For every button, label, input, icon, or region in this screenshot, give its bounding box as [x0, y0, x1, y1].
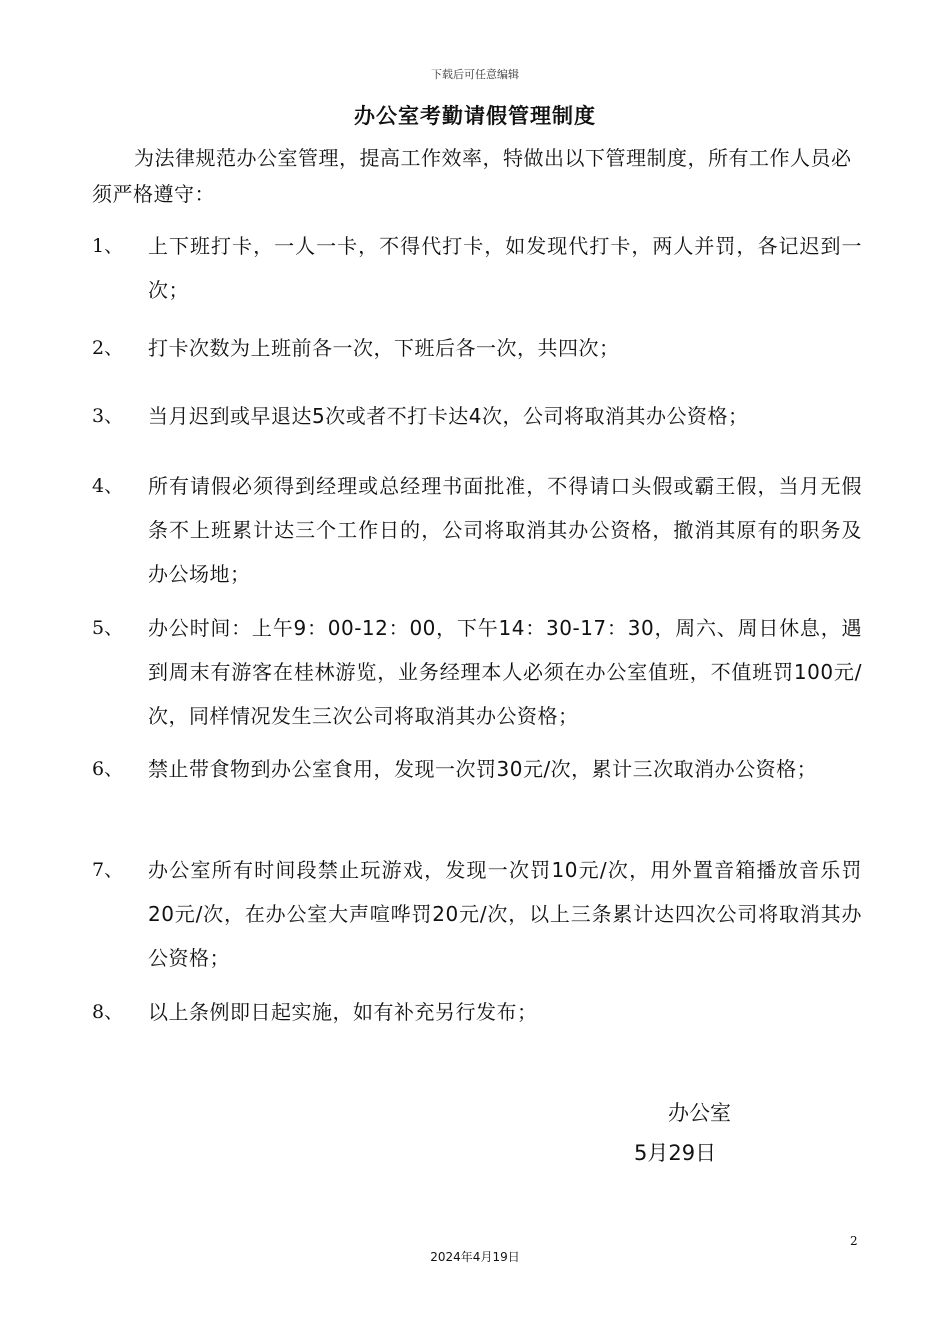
rule-number: 7、 [92, 859, 124, 881]
rule-item-8 [92, 990, 862, 1034]
page-number: 2 [850, 1234, 858, 1248]
rule-text: 所有请假必须得到经理或总经理书面批准，不得请口头假或霸王假，当月无假条不上班累计达三个工作日的，公司将取消其办公资格，撤消其原有的职务及办公场地； [148, 474, 862, 586]
rule-item-6 [92, 747, 862, 791]
rule-text: 上下班打卡，一人一卡，不得代打卡，如发现代打卡，两人并罚，各记迟到一次； [148, 234, 862, 302]
rule-item-4 [92, 464, 862, 596]
rule-number: 4、 [92, 475, 124, 497]
header-note: 下载后可任意编辑 [431, 68, 519, 81]
rule-number: 8、 [92, 1001, 124, 1023]
rule-text: 当月迟到或早退达5次或者不打卡达4次，公司将取消其办公资格； [148, 404, 749, 428]
rule-item-3 [92, 394, 862, 438]
rule-text: 办公时间：上午9：00-12：00，下午14：30-17：30，周六、周日休息，遇到周末有游客在桂林游览，业务经理本人必须在办公室值班，不值班罚100元/次，同样情况发生三次公司将取消其办公资格； [148, 616, 862, 728]
footer-date: 2024年4月19日 [430, 1250, 520, 1264]
rule-number: 3、 [92, 405, 124, 427]
rule-number: 6、 [92, 758, 124, 780]
document-title: 办公室考勤请假管理制度 [354, 104, 596, 128]
intro-paragraph: 为法律规范办公室管理，提高工作效率，特做出以下管理制度，所有工作人员必须严格遵守： [92, 146, 852, 206]
rule-number: 2、 [92, 337, 124, 359]
rule-text: 办公室所有时间段禁止玩游戏，发现一次罚10元/次，用外置音箱播放音乐罚20元/次，在办公室大声喧哗罚20元/次，以上三条累计达四次公司将取消其办公资格； [148, 858, 862, 970]
rule-item-5 [92, 606, 862, 738]
rule-item-7 [92, 848, 862, 980]
rule-number: 5、 [92, 617, 124, 639]
rule-item-2 [92, 326, 862, 370]
rule-item-1 [92, 224, 862, 312]
rule-number: 1、 [92, 235, 124, 257]
signature-date: 5月29日 [634, 1141, 717, 1165]
rule-text: 禁止带食物到办公室食用，发现一次罚30元/次，累计三次取消办公资格； [148, 757, 818, 781]
signature-org: 办公室 [668, 1101, 731, 1125]
rule-text: 打卡次数为上班前各一次，下班后各一次，共四次； [148, 336, 620, 360]
rule-text: 以上条例即日起实施，如有补充另行发布； [148, 1000, 538, 1024]
